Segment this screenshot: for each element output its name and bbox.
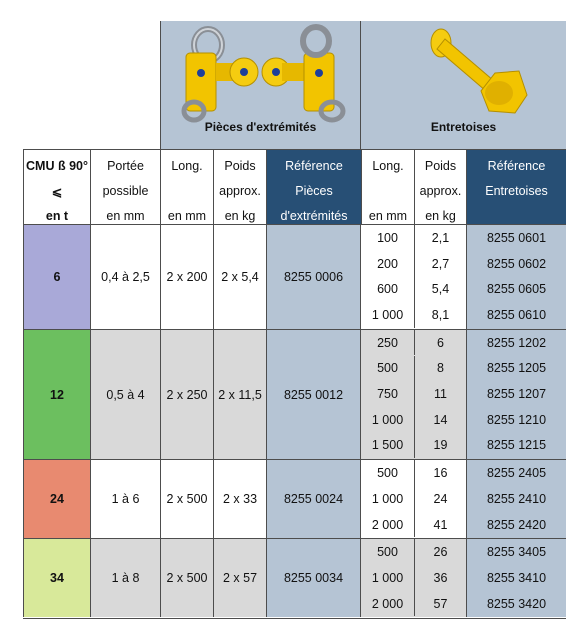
ref-entretoises-cell: 8255 2420 — [466, 512, 566, 538]
long-entretoises-cell: 1 000 — [371, 570, 404, 585]
ref-entretoises-cell: 8255 1205 — [466, 356, 566, 382]
col-ref-extremites-header — [266, 149, 361, 224]
poids-entretoises-cell: 2,7 — [414, 251, 466, 277]
poids-entretoises-cell: 36 — [414, 565, 466, 591]
poids-extremites-cell: 2 x 57 — [213, 538, 266, 617]
col-poids-extremites-line: en kg — [224, 209, 256, 223]
long-entretoises-cell: 500 — [377, 361, 398, 376]
ref-entretoises-cell: 8255 2410 — [466, 486, 566, 512]
ref-extremites-cell: 8255 0034 — [266, 538, 361, 617]
long-entretoises-cell: 600 — [377, 282, 398, 297]
cmu-cell: 6 — [23, 224, 90, 329]
poids-entretoises-cell: 11 — [414, 381, 466, 407]
poids-entretoises-cell: 26 — [414, 539, 466, 565]
col-cmu-header — [23, 149, 90, 224]
col-ref-extremites-line: d'extrémités — [280, 209, 348, 223]
portee-cell: 1 à 6 — [90, 459, 160, 538]
shackle-end-fittings-image — [166, 23, 356, 123]
poids-extremites-cell: 2 x 5,4 — [213, 224, 266, 329]
col-long-entretoises-line: Long. — [372, 159, 404, 173]
poids-extremites-cell: 2 x 33 — [213, 459, 266, 538]
poids-extremites-cell: 2 x 11,5 — [213, 329, 266, 460]
long-entretoises-cell: 500 — [377, 466, 398, 481]
col-long-extremites-header — [160, 149, 213, 224]
col-long-extremites-line: en mm — [167, 209, 207, 223]
col-poids-entretoises-header — [414, 149, 466, 224]
col-cmu-line: ⩽ — [51, 185, 63, 199]
col-poids-entretoises-line: Poids — [424, 159, 457, 173]
long-extremites-cell: 2 x 200 — [160, 224, 213, 329]
col-long-entretoises-header — [361, 149, 414, 224]
header-entretoises-label: Entretoises — [430, 120, 497, 134]
col-portee-line: en mm — [106, 209, 145, 223]
ref-entretoises-cell: 8255 1215 — [466, 433, 566, 459]
table-bottom-border — [23, 618, 566, 619]
ref-entretoises-cell: 8255 3410 — [466, 565, 566, 591]
long-entretoises-cell: 2 000 — [371, 596, 404, 611]
col-long-extremites-line: Long. — [171, 159, 203, 173]
long-entretoises-cell: 500 — [377, 545, 398, 560]
poids-entretoises-cell: 41 — [414, 512, 466, 538]
poids-entretoises-cell: 8,1 — [414, 302, 466, 328]
spacer-tube-image — [369, 21, 559, 121]
header-extremites — [160, 21, 361, 149]
col-ref-entretoises-header — [466, 149, 566, 224]
col-poids-entretoises-line: approx. — [419, 184, 462, 198]
portee-cell: 0,4 à 2,5 — [90, 224, 160, 329]
ref-entretoises-cell: 8255 3405 — [466, 539, 566, 565]
ref-entretoises-cell: 8255 0605 — [466, 276, 566, 302]
col-poids-extremites-header — [213, 149, 266, 224]
col-ref-entretoises-line: Référence — [487, 159, 546, 173]
ref-extremites-cell: 8255 0024 — [266, 459, 361, 538]
header-entretoises — [361, 21, 566, 149]
ref-entretoises-cell: 8255 1202 — [466, 330, 566, 356]
col-portee-header — [90, 149, 160, 224]
ref-entretoises-cell: 8255 0602 — [466, 251, 566, 277]
poids-entretoises-cell: 8 — [414, 356, 466, 382]
long-extremites-cell: 2 x 500 — [160, 538, 213, 617]
col-cmu-line: CMU ß 90° — [26, 159, 88, 173]
col-poids-extremites-line: Poids — [224, 159, 256, 173]
col-ref-extremites-line: Référence — [285, 159, 343, 173]
poids-entretoises-cell: 5,4 — [414, 276, 466, 302]
ref-extremites-cell: 8255 0012 — [266, 329, 361, 460]
poids-entretoises-cell: 14 — [414, 407, 466, 433]
long-extremites-cell: 2 x 250 — [160, 329, 213, 460]
poids-entretoises-cell: 19 — [414, 433, 466, 459]
long-extremites-cell: 2 x 500 — [160, 459, 213, 538]
col-poids-extremites-line: approx. — [219, 184, 261, 198]
long-entretoises-cell: 200 — [377, 256, 398, 271]
header-extremites-label: Pièces d'extrémités — [204, 120, 317, 134]
long-entretoises-cell: 1 500 — [371, 438, 404, 453]
ref-entretoises-cell: 8255 1210 — [466, 407, 566, 433]
product-table — [23, 21, 566, 611]
col-poids-entretoises-line: en kg — [425, 209, 456, 223]
ref-extremites-cell: 8255 0006 — [266, 224, 361, 329]
long-entretoises-cell: 250 — [377, 335, 398, 350]
ref-entretoises-cell: 8255 0601 — [466, 225, 566, 251]
poids-entretoises-cell: 6 — [414, 330, 466, 356]
ref-entretoises-cell: 8255 1207 — [466, 381, 566, 407]
portee-cell: 0,5 à 4 — [90, 329, 160, 460]
poids-entretoises-cell: 2,1 — [414, 225, 466, 251]
col-ref-entretoises-line: Entretoises — [485, 184, 548, 198]
ref-entretoises-cell: 8255 3420 — [466, 591, 566, 617]
col-long-entretoises-line: en mm — [368, 209, 408, 223]
long-entretoises-cell: 1 000 — [371, 412, 404, 427]
long-entretoises-cell: 100 — [377, 230, 398, 245]
col-portee-line: Portée — [107, 159, 144, 173]
col-portee-line: possible — [102, 184, 149, 198]
poids-entretoises-cell: 24 — [414, 486, 466, 512]
poids-entretoises-cell: 57 — [414, 591, 466, 617]
cmu-cell: 24 — [23, 459, 90, 538]
poids-entretoises-cell: 16 — [414, 460, 466, 486]
long-entretoises-cell: 2 000 — [371, 517, 404, 532]
col-cmu-line: en t — [45, 209, 69, 223]
cmu-cell: 34 — [23, 538, 90, 617]
ref-entretoises-cell: 8255 0610 — [466, 302, 566, 328]
long-entretoises-cell: 1 000 — [371, 491, 404, 506]
col-ref-extremites-line: Pièces — [295, 184, 333, 198]
ref-entretoises-cell: 8255 2405 — [466, 460, 566, 486]
long-entretoises-cell: 750 — [377, 387, 398, 402]
portee-cell: 1 à 8 — [90, 538, 160, 617]
long-entretoises-cell: 1 000 — [371, 307, 404, 322]
cmu-cell: 12 — [23, 329, 90, 460]
